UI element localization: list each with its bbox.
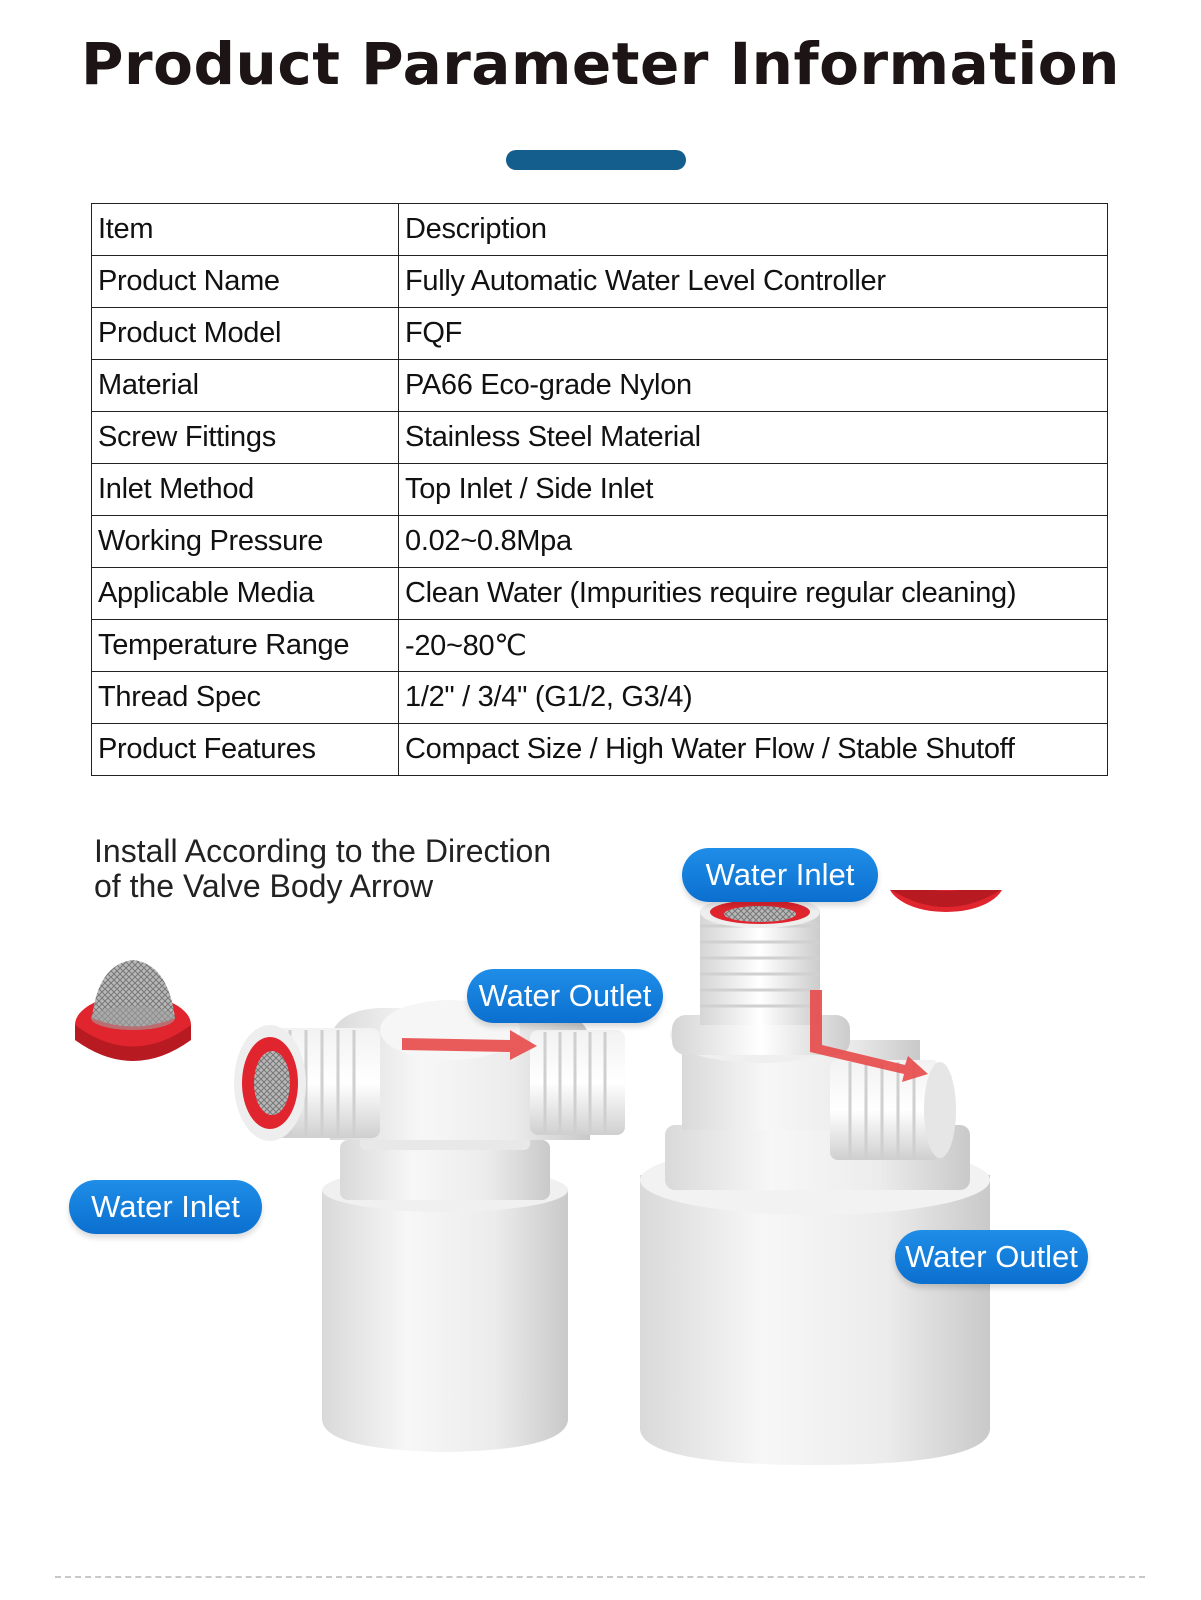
table-cell-item: Item: [92, 204, 399, 256]
table-row: [92, 568, 1108, 620]
side-inlet-valve: [234, 1000, 625, 1452]
table-cell-description: -20~80℃: [399, 620, 1108, 672]
table-row: [92, 256, 1108, 308]
table-cell-description: Fully Automatic Water Level Controller: [399, 256, 1108, 308]
top-inlet-valve: [640, 896, 990, 1465]
filter-screen-top-right: [888, 890, 1004, 912]
table-row: [92, 360, 1108, 412]
page-title: Product Parameter Information: [81, 30, 1120, 98]
table-cell-item: Product Features: [92, 724, 399, 776]
install-note-line-1: Install According to the Direction: [94, 833, 552, 869]
table-cell-item: Product Model: [92, 308, 399, 360]
table-cell-description: 0.02~0.8Mpa: [399, 516, 1108, 568]
table-header-row: [92, 204, 1108, 256]
table-cell-item: Screw Fittings: [92, 412, 399, 464]
table-cell-description: Top Inlet / Side Inlet: [399, 464, 1108, 516]
table-cell-item: Applicable Media: [92, 568, 399, 620]
table-row: [92, 620, 1108, 672]
table-cell-item: Material: [92, 360, 399, 412]
table-cell-description: PA66 Eco-grade Nylon: [399, 360, 1108, 412]
title-accent-bar: [506, 150, 686, 170]
table-cell-item: Working Pressure: [92, 516, 399, 568]
table-row: [92, 516, 1108, 568]
bottom-divider: [55, 1576, 1145, 1578]
table-cell-description: Clean Water (Impurities require regular cleaning): [399, 568, 1108, 620]
table-cell-description: Compact Size / High Water Flow / Stable Shutoff: [399, 724, 1108, 776]
table-cell-item: Product Name: [92, 256, 399, 308]
table-cell-description: Stainless Steel Material: [399, 412, 1108, 464]
install-note-line-2: of the Valve Body Arrow: [94, 868, 434, 904]
water-inlet-label-top: Water Inlet: [682, 848, 878, 902]
parameter-table: [91, 203, 1108, 776]
table-cell-description: 1/2" / 3/4" (G1/2, G3/4): [399, 672, 1108, 724]
table-row: [92, 412, 1108, 464]
table-row: [92, 464, 1108, 516]
table-cell-description: Description: [399, 204, 1108, 256]
table-cell-item: Inlet Method: [92, 464, 399, 516]
table-cell-description: FQF: [399, 308, 1108, 360]
table-row: [92, 724, 1108, 776]
table-cell-item: Thread Spec: [92, 672, 399, 724]
water-outlet-label-right: Water Outlet: [895, 1230, 1088, 1284]
parameter-table-body: [92, 204, 1108, 776]
table-row: [92, 308, 1108, 360]
water-inlet-label-left: Water Inlet: [69, 1180, 262, 1234]
water-outlet-label-top: Water Outlet: [467, 969, 663, 1023]
table-row: [92, 672, 1108, 724]
table-cell-item: Temperature Range: [92, 620, 399, 672]
filter-screen-left: [75, 960, 191, 1061]
